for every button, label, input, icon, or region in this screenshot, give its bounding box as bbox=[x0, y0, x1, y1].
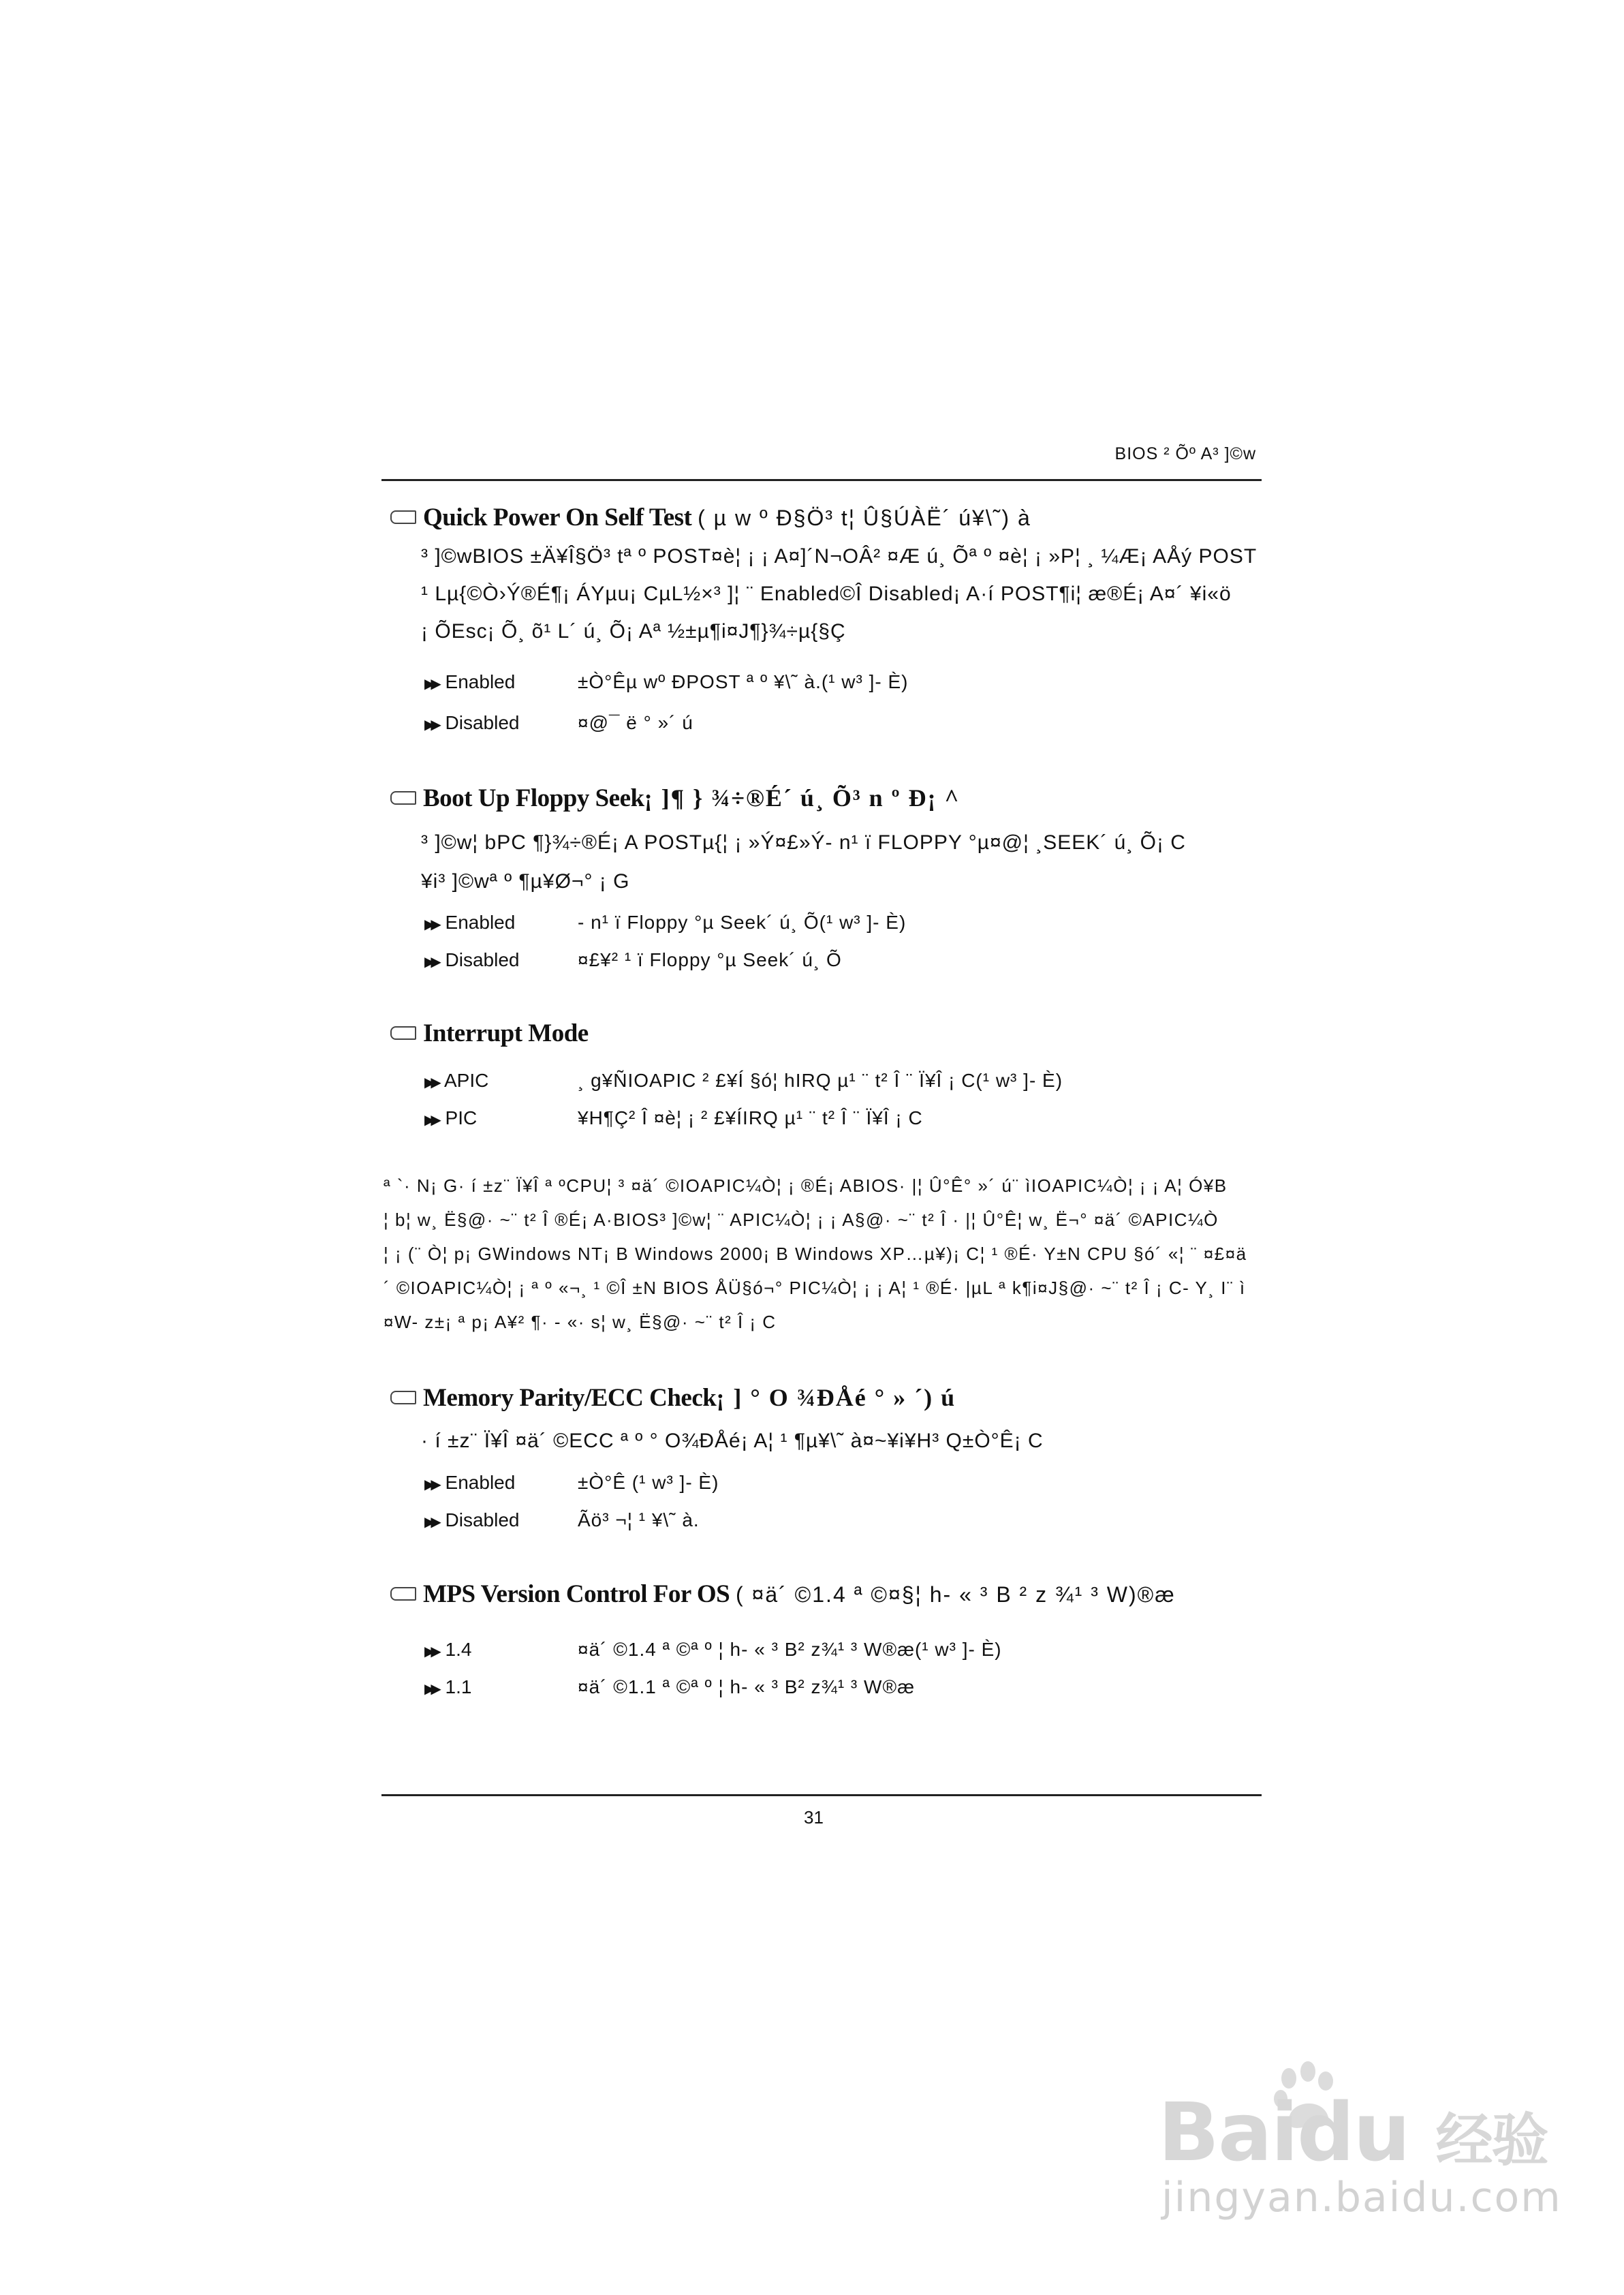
section-text-line: ¹ Lµ{©Ò›Ý®É¶¡ ÁYµu¡ CµL½×³ ]¦ ¨ Enabled©Î Disabled¡ A·í POST¶i¦ æ®É¡ A¤´ ¥i«ö bbox=[421, 583, 1232, 605]
section-text-line: · í ±z¨ Ï¥Î ¤ä´ ©ECC ª º ° O¾ÐÅé¡ A¦ ¹ ¶µ¥\˜ à¤~¥i¥H³ Q±Ò°Ê¡ C bbox=[421, 1430, 1044, 1452]
double-arrow-icon: ▶▶ bbox=[424, 1682, 437, 1697]
section-text-line: ³ ]©wBIOS ±Ä¥Î§Ö³ tª º POST¤è¦ ¡ ¡ A¤]´N¬OÂ² ¤Æ ú¸ Õª º ¤è¦ ¡ »P¦ ¸ ¼Æ¡ AÅý POST bbox=[421, 545, 1258, 568]
double-arrow-icon: ▶▶ bbox=[424, 1075, 437, 1090]
option-label: ▶▶ Disabled bbox=[424, 1509, 520, 1530]
watermark-url: jingyan.baidu.com bbox=[1161, 2174, 1562, 2221]
option-description: Ãö³ ¬¦ ¹ ¥\˜ à. bbox=[578, 1509, 700, 1530]
pointing-hand-icon bbox=[390, 510, 416, 524]
option-label: ▶▶ Disabled bbox=[424, 712, 520, 733]
page-number: 31 bbox=[804, 1807, 824, 1828]
pointing-hand-icon bbox=[390, 1026, 416, 1040]
section-text-line: ³ ]©w¦ bPC ¶}¾÷®É¡ A POSTµ{¦ ¡ »Ý¤£»Ý- n¹ ï FLOPPY °µ¤@¦ ¸SEEK´ ú¸ Õ¡ C bbox=[421, 831, 1186, 854]
option-description: ¤£¥² ¹ ï Floppy °µ Seek´ ú¸ Õ bbox=[578, 949, 842, 970]
double-arrow-icon: ▶▶ bbox=[424, 1113, 437, 1128]
footer-rule bbox=[381, 1794, 1262, 1796]
note-paragraph-line: ´ ©IOAPIC¼Ò¦ ¡ ª º «¬¸ ¹ ©Î ±N BIOS ÅÜ§ó¬° PIC¼Ò¦ ¡ ¡ A¦ ¹ ®É· |µL ª k¶i¤J§@· ~¨ t² Î ¡ C- Y¸ I¨ ì bbox=[384, 1278, 1246, 1298]
section-heading-memory-parity: Memory Parity/ECC Check¡ ] ° O ¾ÐÅé ° » ´) ú bbox=[390, 1383, 956, 1413]
option-label: ▶▶ Enabled bbox=[424, 1472, 516, 1493]
double-arrow-icon: ▶▶ bbox=[424, 677, 437, 692]
option-label: ▶▶ 1.4 bbox=[424, 1639, 472, 1660]
note-paragraph-line: ª `· N¡ G· í ±z¨ Ï¥Î ª ºCPU¦ ³ ¤ä´ ©IOAPIC¼Ò¦ ¡ ®É¡ ABIOS· |¦ Û°Ê° »´ ú¨ ìIOAPIC¼Ò¦ ¡ ¡ A¦ Ó¥B bbox=[384, 1175, 1228, 1196]
section-heading-interrupt-mode: Interrupt Mode bbox=[390, 1019, 589, 1048]
option-label: ▶▶ Enabled bbox=[424, 671, 516, 692]
double-arrow-icon: ▶▶ bbox=[424, 917, 437, 932]
option-description: ±Ò°Êµ wº ÐPOST ª º ¥\˜ à.(¹ w³ ]- È) bbox=[578, 671, 909, 692]
option-description: ¸ g¥ÑIOAPIC ² £¥Í §ó¦ hIRQ µ¹ ¨ t² Î ¨ Ï¥Î ¡ C(¹ w³ ]- È) bbox=[578, 1070, 1063, 1091]
option-label: ▶▶ PIC bbox=[424, 1107, 478, 1128]
option-description: ¤ä´ ©1.1 ª ©ª º ¦ h- « ³ B² z¾¹ ³ W®æ bbox=[578, 1676, 915, 1697]
pointing-hand-icon bbox=[390, 1391, 416, 1404]
option-description: ¤@¯ ë ° »´ ú bbox=[578, 712, 693, 733]
pointing-hand-icon bbox=[390, 791, 416, 805]
section-heading-quick-post: Quick Power On Self Test ( µ w º Ð§Ö³ t¦ Û§ÚÀË´ ú¥\˜) à bbox=[390, 503, 1031, 532]
double-arrow-icon: ▶▶ bbox=[424, 955, 437, 970]
section-text-line: ¥i³ ]©wª º ¶µ¥Ø¬° ¡ G bbox=[421, 870, 630, 893]
double-arrow-icon: ▶▶ bbox=[424, 1477, 437, 1492]
note-paragraph-line: ¦ b¦ w¸ Ë§@· ~¨ t² Î ®É¡ A·BIOS³ ]©w¦ ¨ APIC¼Ò¦ ¡ ¡ A§@· ~¨ t² Î · |¦ Û°Ê¦ w¸ Ë¬° ¤ä´ ©APIC¼Ò bbox=[384, 1210, 1219, 1230]
option-description: ±Ò°Ê (¹ w³ ]- È) bbox=[578, 1472, 719, 1493]
double-arrow-icon: ▶▶ bbox=[424, 1515, 437, 1530]
option-label: ▶▶ APIC bbox=[424, 1070, 489, 1091]
double-arrow-icon: ▶▶ bbox=[424, 718, 437, 733]
option-label: ▶▶ Disabled bbox=[424, 949, 520, 970]
running-header: BIOS ² Õº A³ ]©w bbox=[1114, 444, 1256, 463]
note-paragraph-line: ¤W- z±¡ ª p¡ A¥² ¶· - «· s¦ w¸ Ë§@· ~¨ t² Î ¡ C bbox=[384, 1312, 777, 1332]
section-text-line: ¡ ÕEsc¡ Õ¸ õ¹ L´ ú¸ Õ¡ Aª ½±µ¶i¤J¶}¾÷µ{§Ç bbox=[421, 620, 846, 643]
section-heading-floppy-seek: Boot Up Floppy Seek¡ ]¶ } ¾÷®É´ ú¸ Õ³ n º Ð¡ ^ bbox=[390, 784, 960, 813]
double-arrow-icon: ▶▶ bbox=[424, 1644, 437, 1659]
option-description: ¥H¶Ç² Î ¤è¦ ¡ ² £¥ÍIRQ µ¹ ¨ t² Î ¨ Ï¥Î ¡ C bbox=[578, 1107, 923, 1128]
note-paragraph-line: ¦ ¡ (¨ Ò¦ p¡ GWindows NT¡ B Windows 2000¡ B Windows XP…µ¥)¡ C¦ ¹ ®É· Y±N CPU §ó´ «¦ ¨ ¤£¤ä bbox=[384, 1244, 1247, 1264]
option-description: ¤ä´ ©1.4 ª ©ª º ¦ h- « ³ B² z¾¹ ³ W®æ(¹ w³ ]- È) bbox=[578, 1639, 1002, 1660]
pointing-hand-icon bbox=[390, 1587, 416, 1601]
section-heading-mps-version: MPS Version Control For OS ( ¤ä´ ©1.4 ª ©¤§¦ h- « ³ B ² z ¾¹ ³ W)®æ bbox=[390, 1580, 1176, 1609]
header-rule bbox=[381, 479, 1262, 481]
option-description: - n¹ ï Floppy °µ Seek´ ú¸ Õ(¹ w³ ]- È) bbox=[578, 912, 907, 933]
option-label: ▶▶ 1.1 bbox=[424, 1676, 472, 1697]
option-label: ▶▶ Enabled bbox=[424, 912, 516, 933]
watermark-brand: Baidu 经验 bbox=[1158, 2085, 1548, 2179]
